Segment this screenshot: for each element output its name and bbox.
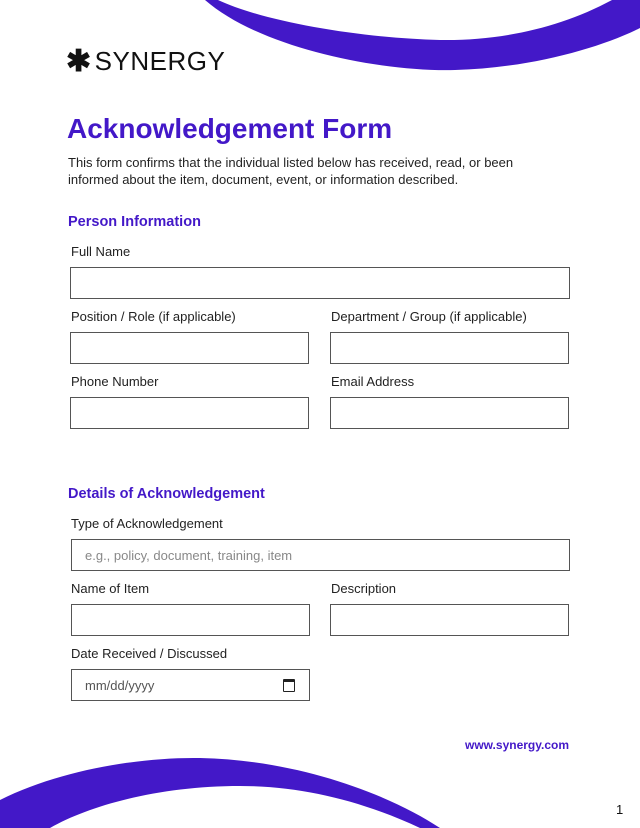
full-name-input[interactable] [70,267,570,299]
date-placeholder: mm/dd/yyyy [85,677,155,693]
description-input[interactable] [330,604,569,636]
intro-text: This form confirms that the individual listed below has received, read, or been informed about the item, document, event, or information described. [68,155,514,187]
logo-text: SYNERGY [94,46,226,76]
type-label: Type of Acknowledgement [71,516,223,531]
page-number: 1 [616,802,624,817]
position-label: Position / Role (if applicable) [71,309,236,324]
phone-input[interactable] [70,397,309,429]
bottom-arc-decoration [0,758,440,828]
section-heading-details: Details of Acknowledgement [68,486,265,502]
asterisk-logo-icon: ✱ [66,44,92,78]
date-label: Date Received / Discussed [71,646,228,661]
description-label: Description [331,581,397,596]
type-input[interactable] [71,539,570,571]
date-input[interactable] [71,669,310,701]
item-name-label: Name of Item [71,581,150,596]
department-input[interactable] [330,332,569,364]
full-name-label: Full Name [71,244,131,259]
type-placeholder: e.g., policy, document, training, item [85,547,293,563]
email-input[interactable] [330,397,569,429]
page-title: Acknowledgement Form [67,113,393,144]
top-arc-decoration [205,0,640,70]
department-label: Department / Group (if applicable) [331,309,527,324]
email-label: Email Address [331,374,415,389]
website-link[interactable]: www.synergy.com [465,738,570,752]
brand-logo [66,46,225,77]
section-heading-person: Person Information [68,214,201,230]
phone-label: Phone Number [71,374,159,389]
item-name-input[interactable] [71,604,310,636]
position-input[interactable] [70,332,309,364]
calendar-icon[interactable] [283,679,295,692]
